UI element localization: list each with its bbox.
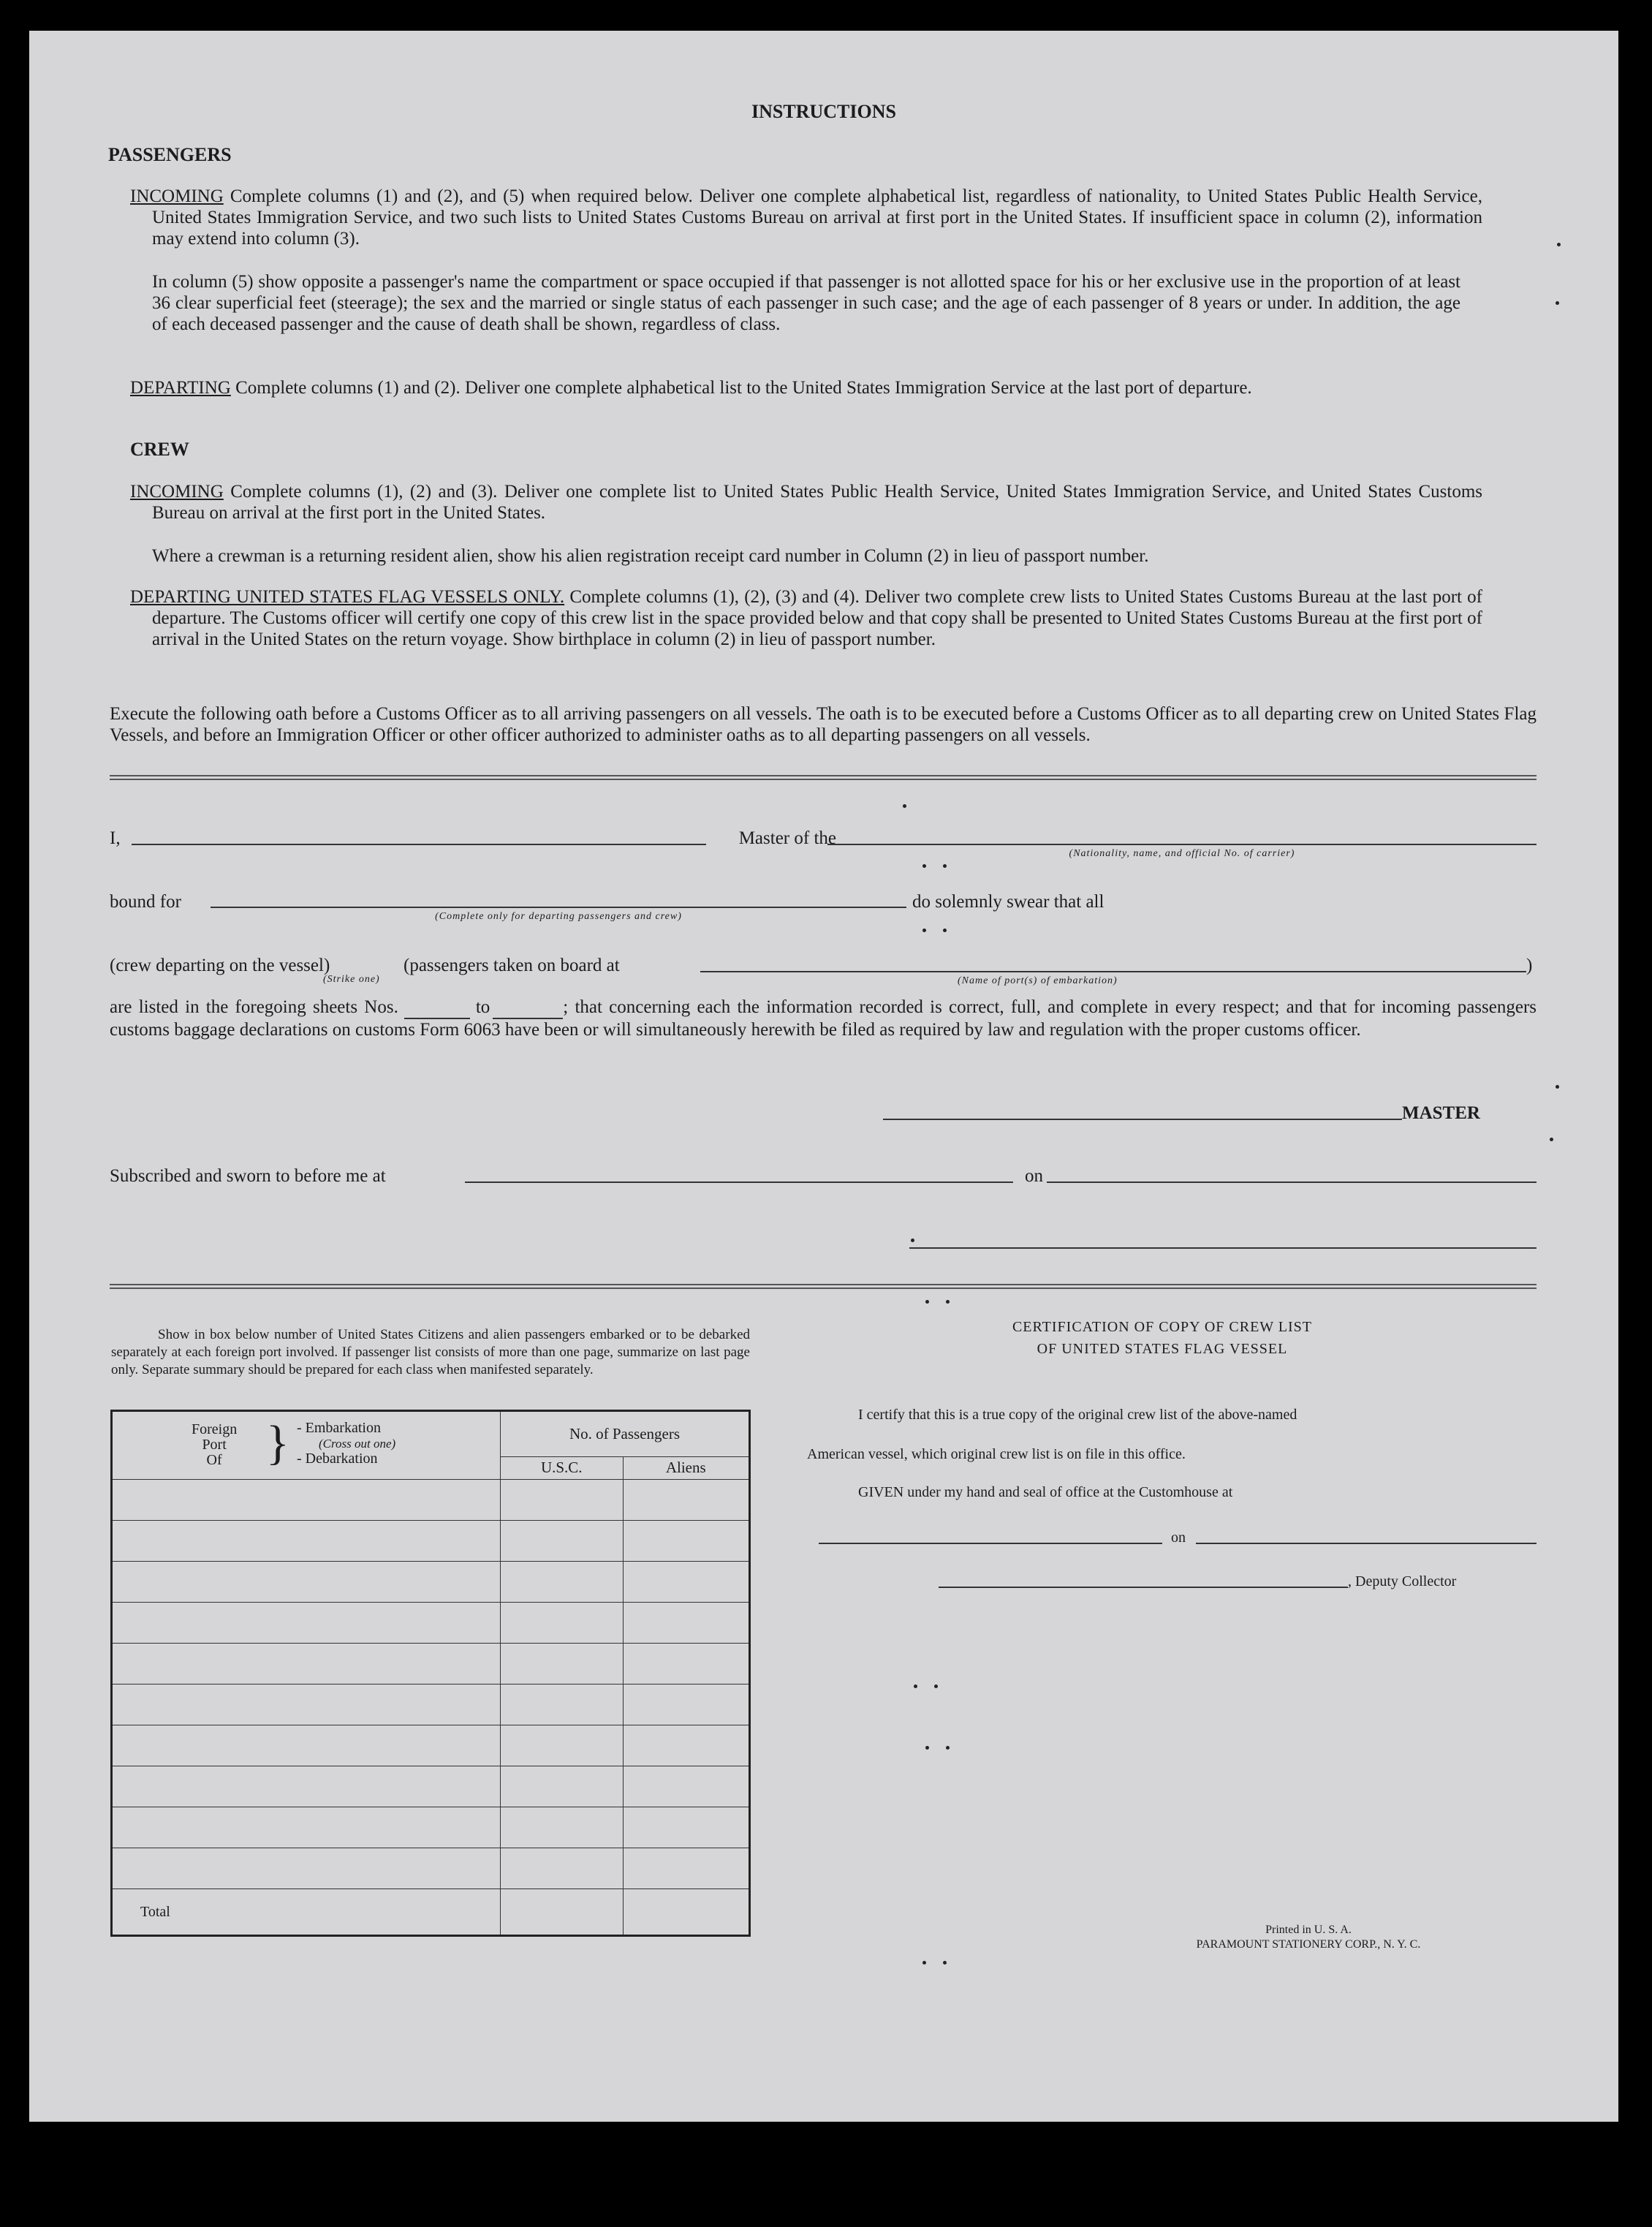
of-label: Of	[206, 1452, 222, 1468]
close-paren: )	[1526, 956, 1533, 975]
usc-cell[interactable]	[501, 1521, 624, 1562]
scan-speck	[922, 864, 926, 868]
aliens-header: Aliens	[623, 1456, 750, 1479]
form-sheet	[29, 31, 1618, 2122]
scan-speck	[914, 1685, 917, 1688]
total-aliens-cell[interactable]	[623, 1889, 750, 1936]
bound-for-hint: (Complete only for departing passengers and crew)	[435, 911, 682, 922]
officer-signature-field[interactable]	[909, 1247, 1537, 1249]
sworn-on-label: on	[1025, 1166, 1043, 1186]
passengers-taken-choice[interactable]: (passengers taken on board at	[403, 956, 620, 975]
scan-speck	[925, 1300, 929, 1304]
port-cell[interactable]	[112, 1480, 501, 1521]
usc-header: U.S.C.	[501, 1456, 624, 1479]
crew-departing-text: Complete columns (1), (2), (3) and (4). Deliver two complete crew lists to United States Customs Bureau at the last port of departure. The Customs officer will certify one copy of this crew list in the space provided below and that copy shall be presented to United States Customs Bureau at the first port of arrival in the United States on the return voyage. Show birthplace in column (2) in lieu of passport number.	[152, 587, 1482, 649]
crew-incoming-text: Complete columns (1), (2) and (3). Deliver one complete list to United States Public Health Service, United States Immigration Service, and United States Customs Bureau on arrival at the first port in the United States.	[152, 482, 1482, 523]
table-row	[112, 1521, 750, 1562]
table-row	[112, 1644, 750, 1685]
no-of-passengers-header: No. of Passengers	[501, 1411, 750, 1457]
usc-cell[interactable]	[501, 1644, 624, 1685]
table-row	[112, 1562, 750, 1603]
scan-speck	[1556, 301, 1559, 305]
scan-speck	[946, 1746, 950, 1750]
usc-cell[interactable]	[501, 1603, 624, 1644]
strike-one-hint: (Strike one)	[323, 974, 380, 985]
table-row	[112, 1725, 750, 1766]
scan-speck	[943, 929, 947, 932]
table-row	[112, 1766, 750, 1807]
aliens-cell[interactable]	[623, 1685, 750, 1725]
aliens-cell[interactable]	[623, 1848, 750, 1889]
nationality-hint: (Nationality, name, and official No. of carrier)	[1069, 848, 1295, 859]
embarkation-option[interactable]: - Embarkation	[297, 1420, 381, 1436]
scan-speck	[925, 1746, 929, 1750]
passengers-incoming-instruction	[130, 186, 1482, 249]
port-cell[interactable]	[112, 1725, 501, 1766]
sheets-statement	[110, 997, 1537, 1040]
cert-on-label: on	[1171, 1530, 1186, 1546]
port-header-cell	[112, 1411, 501, 1480]
i-label: I,	[110, 828, 121, 848]
port-cell[interactable]	[112, 1685, 501, 1725]
table-row	[112, 1685, 750, 1725]
passengers-heading: PASSENGERS	[108, 144, 232, 165]
column5-instruction: In column (5) show opposite a passenger's name the compartment or space occupied if that passenger is not allotted space for his or her exclusive use in the proportion of at least 36 clear superficial feet (steerage); the sex and the married or single status of each passenger in such case; and the age of each passenger of 8 years or under. In addition, the age of each deceased passenger and the cause of death shall be shown, regardless of class.	[152, 272, 1460, 334]
scan-speck	[1557, 243, 1561, 246]
usc-cell[interactable]	[501, 1725, 624, 1766]
crew-incoming-instruction	[130, 481, 1482, 523]
passengers-departing-text: Complete columns (1) and (2). Deliver one complete alphabetical list to the United States Immigration Service at the last port of departure.	[230, 378, 1252, 398]
usc-cell[interactable]	[501, 1807, 624, 1848]
printer-name: PARAMOUNT STATIONERY CORP., N. Y. C.	[1196, 1938, 1421, 1951]
aliens-cell[interactable]	[623, 1807, 750, 1848]
port-cell[interactable]	[112, 1766, 501, 1807]
port-cell[interactable]	[112, 1807, 501, 1848]
port-cell[interactable]	[112, 1603, 501, 1644]
section-divider	[110, 775, 1537, 780]
sheet-from-field[interactable]	[404, 997, 470, 1019]
sworn-place-field[interactable]	[465, 1181, 1013, 1183]
port-cell[interactable]	[112, 1644, 501, 1685]
scan-speck	[922, 1961, 926, 1965]
certification-title-line1: CERTIFICATION OF COPY OF CREW LIST	[1012, 1319, 1313, 1335]
port-cell[interactable]	[112, 1848, 501, 1889]
deputy-collector-label: , Deputy Collector	[1348, 1573, 1457, 1589]
debarkation-option[interactable]: - Debarkation	[297, 1451, 378, 1467]
usc-cell[interactable]	[501, 1848, 624, 1889]
cert-date-field[interactable]	[1196, 1543, 1537, 1544]
port-label: Port	[202, 1437, 227, 1453]
sheet-to-field[interactable]	[493, 997, 563, 1019]
aliens-cell[interactable]	[623, 1603, 750, 1644]
given-text: GIVEN under my hand and seal of office at the Customhouse at	[858, 1484, 1233, 1500]
aliens-cell[interactable]	[623, 1766, 750, 1807]
table-row	[112, 1480, 750, 1521]
american-vessel-text: American vessel, which original crew list is on file in this office.	[807, 1446, 1186, 1462]
crew-departing-instruction	[130, 586, 1482, 650]
cross-out-hint: (Cross out one)	[319, 1437, 396, 1451]
table-row	[112, 1603, 750, 1644]
bound-for-label: bound for	[110, 892, 181, 912]
carrier-field[interactable]	[827, 844, 1537, 845]
total-usc-cell[interactable]	[501, 1889, 624, 1936]
passengers-incoming-text: Complete columns (1) and (2), and (5) when required below. Deliver one complete alphabetical list, regardless of nationality, to United States Public Health Service, United States Immigration Service, and two such lists to United States Customs Bureau on arrival at first port in the United States. If insufficient space in column (2), information may extend into column (3).	[152, 186, 1482, 249]
scan-speck	[1556, 1085, 1559, 1089]
master-of-label: Master of the	[738, 828, 836, 848]
usc-cell[interactable]	[501, 1562, 624, 1603]
summary-instruction: Show in box below number of United States Citizens and alien passengers embarked or to be debarked separately at each foreign port involved. If passenger list consists of more than one page, summarize on last page only. Separate summary should be prepared for each class when manifested separately.	[111, 1327, 750, 1377]
table-row	[112, 1807, 750, 1848]
certification-title-line2: OF UNITED STATES FLAG VESSEL	[1037, 1341, 1288, 1357]
sheets-to: to	[475, 997, 490, 1017]
master-label: MASTER	[1402, 1103, 1480, 1123]
aliens-cell[interactable]	[623, 1562, 750, 1603]
deputy-signature-field[interactable]	[939, 1587, 1348, 1588]
certification-title	[833, 1316, 1491, 1360]
scan-speck	[934, 1685, 938, 1688]
passengers-departing-instruction	[130, 377, 1482, 398]
usc-cell[interactable]	[501, 1685, 624, 1725]
scan-speck	[943, 864, 947, 868]
scan-speck	[922, 929, 926, 932]
scan-speck	[903, 804, 906, 808]
aliens-cell[interactable]	[623, 1521, 750, 1562]
embarkation-ports-field[interactable]	[700, 971, 1526, 972]
section-divider-2	[110, 1284, 1537, 1289]
subscribed-label: Subscribed and sworn to before me at	[110, 1166, 386, 1186]
crew-heading: CREW	[130, 439, 189, 460]
crew-incoming-lead: INCOMING	[130, 482, 224, 502]
foreign-port-of	[192, 1422, 237, 1468]
passenger-summary-table	[110, 1410, 751, 1937]
crewman-instruction: Where a crewman is a returning resident alien, show his alien registration receipt card number in Column (2) in lieu of passport number.	[152, 546, 1149, 566]
scan-speck	[946, 1300, 950, 1304]
passengers-incoming-lead: INCOMING	[130, 186, 224, 206]
swear-label: do solemnly swear that all	[912, 892, 1105, 912]
sheets-rest: ; that concerning each the information recorded is correct, full, and complete in every respect; and that for incoming passengers customs baggage declarations on customs Form 6063 have been or will simultaneously herewith be filed as required by law and regulation with the proper customs officer.	[110, 997, 1537, 1040]
port-cell[interactable]	[112, 1521, 501, 1562]
oath-instruction: Execute the following oath before a Customs Officer as to all arriving passengers on all vessels. The oath is to be executed before a Customs Officer as to all departing crew on United States Flag Vessels, and before an Immigration Officer or other officer authorized to administer oaths as to all departing passengers on all vessels.	[110, 704, 1537, 745]
passengers-departing-lead: DEPARTING	[130, 378, 231, 398]
brace-icon: }	[266, 1416, 289, 1470]
ports-hint: (Name of port(s) of embarkation)	[958, 975, 1118, 986]
aliens-cell[interactable]	[623, 1725, 750, 1766]
total-label: Total	[112, 1889, 501, 1936]
scan-speck	[911, 1239, 914, 1242]
sheets-prefix: are listed in the foregoing sheets Nos.	[110, 997, 398, 1017]
foreign-label: Foreign	[192, 1421, 238, 1437]
printed-in-usa: Printed in U. S. A.	[1265, 1924, 1352, 1936]
customhouse-field[interactable]	[819, 1543, 1162, 1544]
printer-imprint	[1140, 1923, 1477, 1952]
certify-text: I certify that this is a true copy of the original crew list of the above-named	[858, 1407, 1297, 1423]
usc-cell[interactable]	[501, 1766, 624, 1807]
master-signature-field[interactable]	[883, 1119, 1402, 1120]
port-cell[interactable]	[112, 1562, 501, 1603]
usc-cell[interactable]	[501, 1480, 624, 1521]
scan-speck	[1550, 1138, 1553, 1141]
master-name-field[interactable]	[132, 844, 706, 845]
crew-departing-lead: DEPARTING UNITED STATES FLAG VESSELS ONLY.	[130, 587, 565, 607]
bound-for-field[interactable]	[211, 907, 906, 908]
sworn-date-field[interactable]	[1047, 1181, 1537, 1183]
instructions-title: INSTRUCTIONS	[751, 101, 896, 122]
crew-departing-choice[interactable]: (crew departing on the vessel)	[110, 956, 330, 975]
scan-speck	[943, 1961, 947, 1965]
table-row	[112, 1848, 750, 1889]
aliens-cell[interactable]	[623, 1480, 750, 1521]
aliens-cell[interactable]	[623, 1644, 750, 1685]
